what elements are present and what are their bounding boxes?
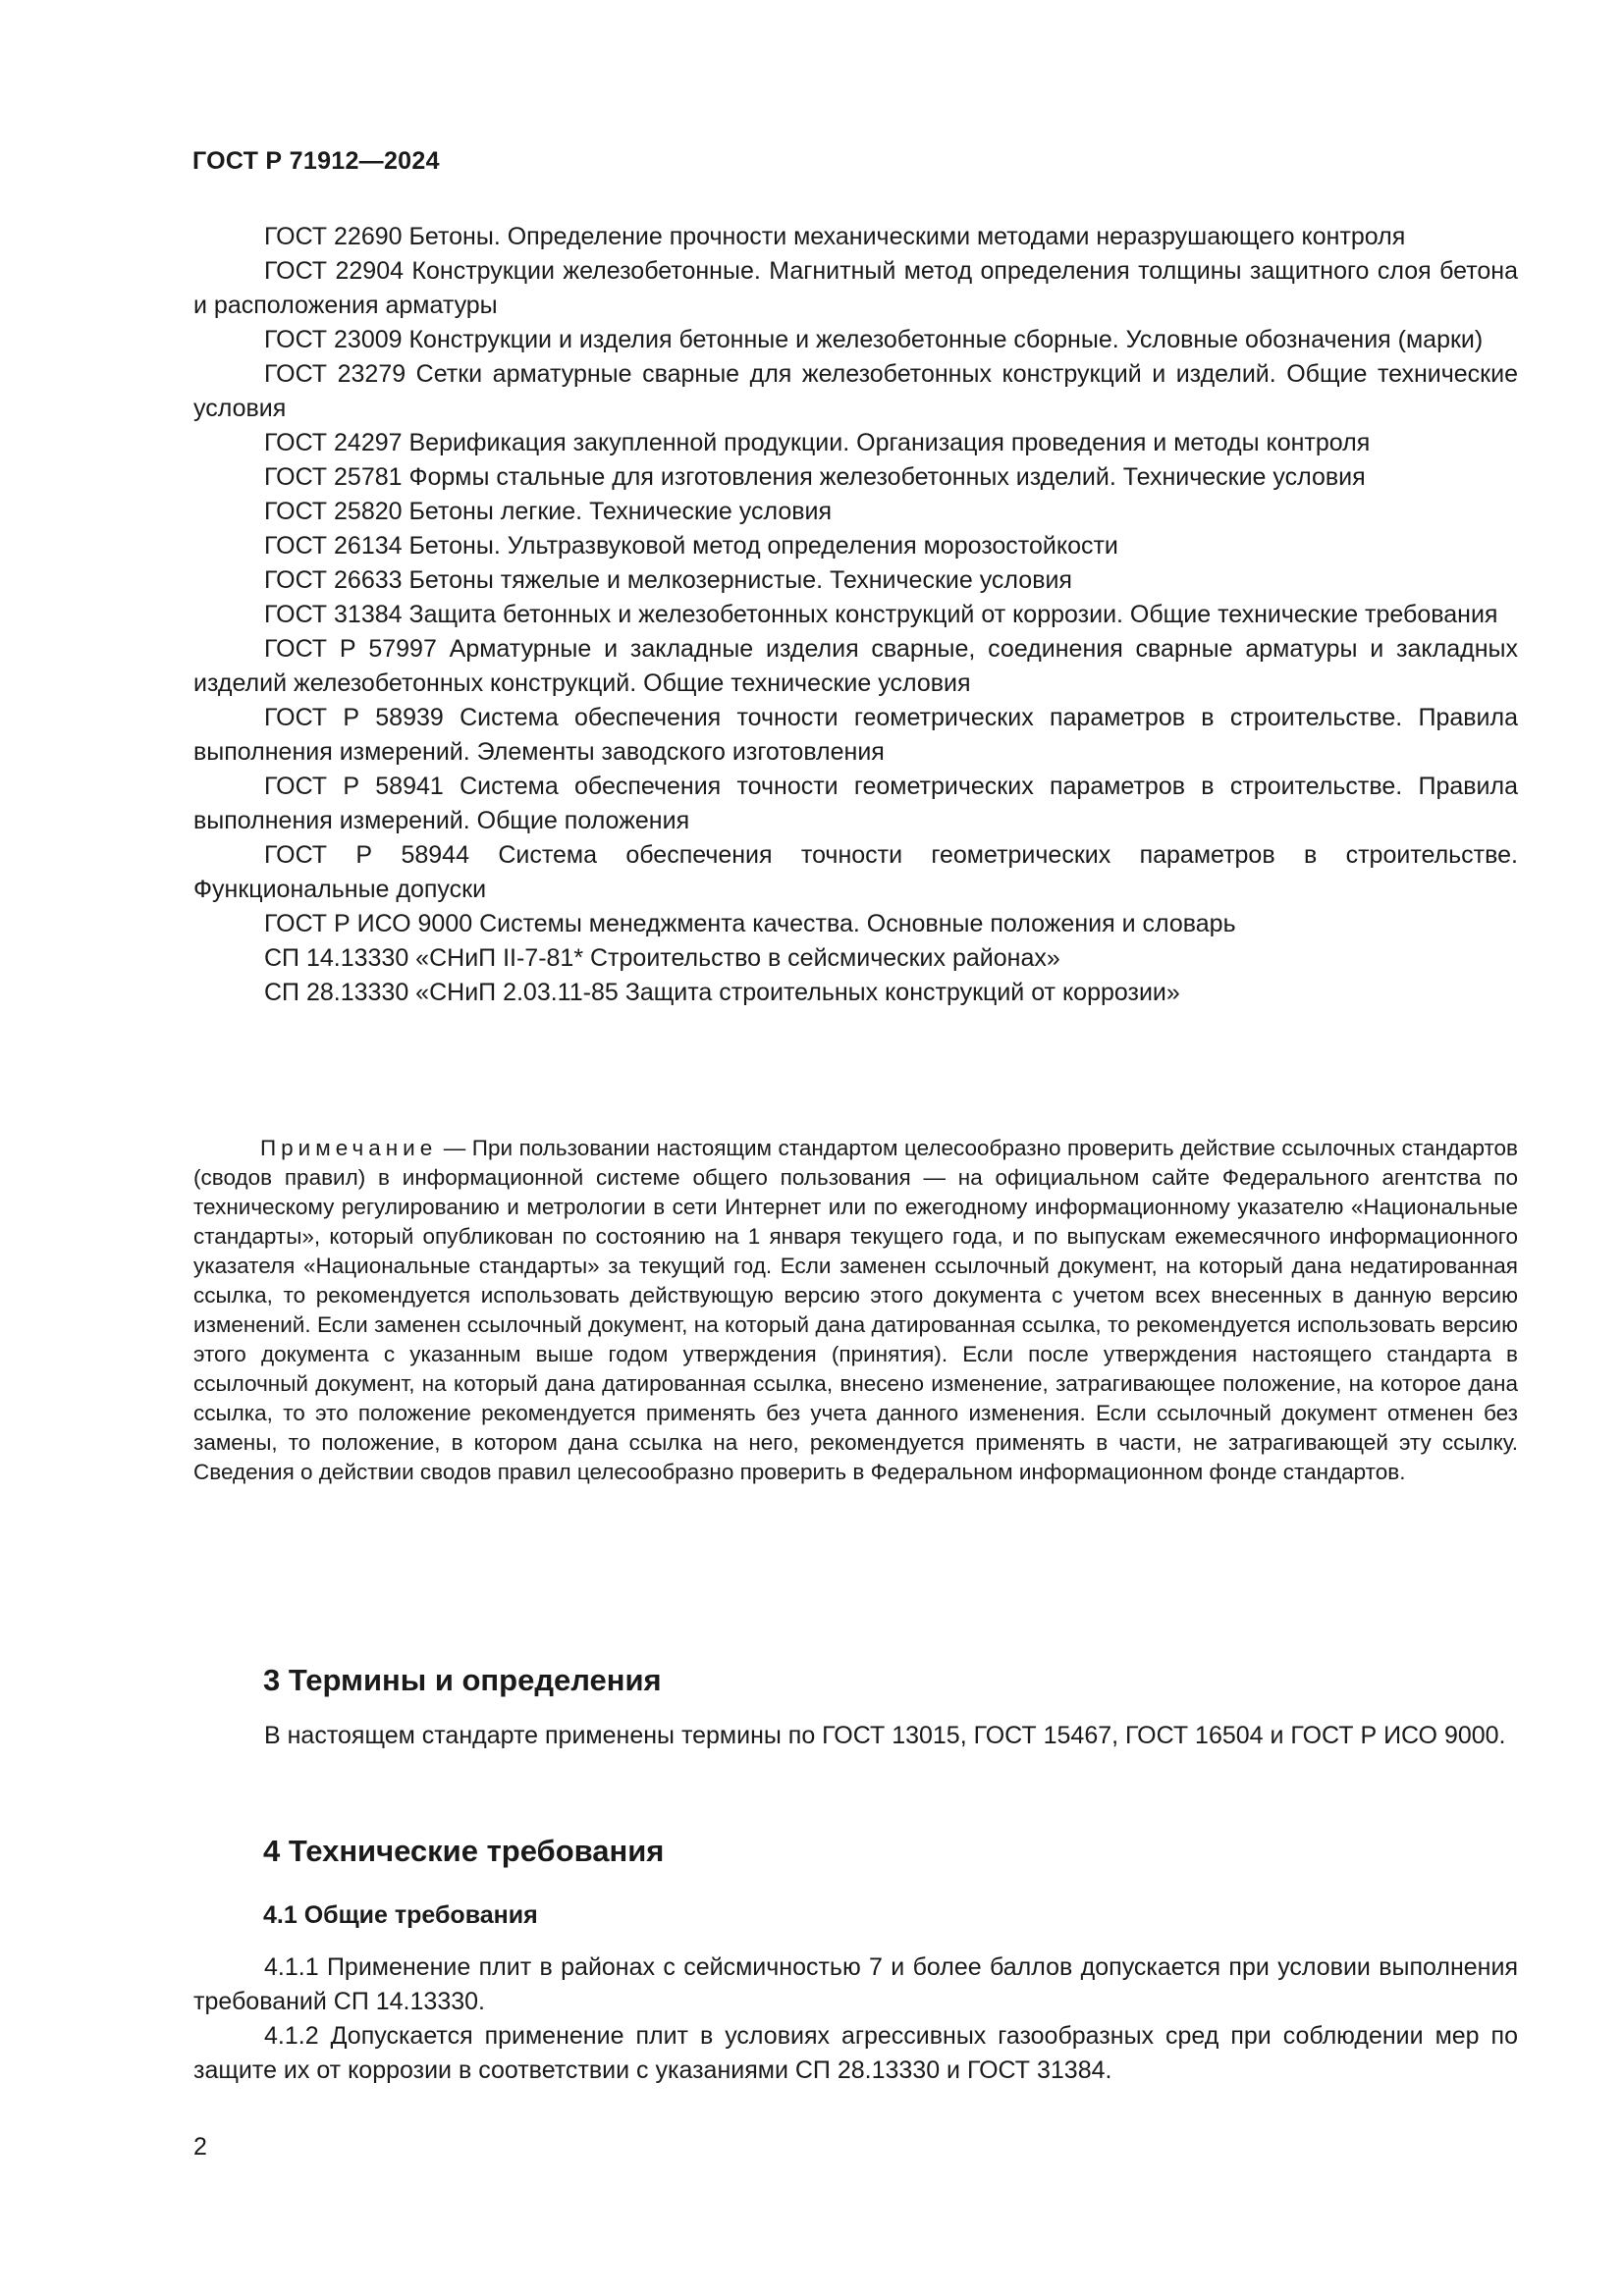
section-3-text: В настоящем стандарте применены термины по ГОСТ 13015, ГОСТ 15467, ГОСТ 16504 и ГОСТ Р ИСО 9000. bbox=[264, 1722, 1506, 1749]
reference-item: ГОСТ 23009 Конструкции и изделия бетонные и железобетонные сборные. Условные обозначения (марки) bbox=[264, 326, 1484, 353]
reference-item: ГОСТ Р 58941 Система обеспечения точности геометрических параметров в строительстве. Правила выполнения измерений. Общие положения bbox=[193, 773, 1518, 834]
page-number: 2 bbox=[193, 2133, 207, 2161]
note-label: Примечание bbox=[260, 1136, 438, 1160]
note-text: — При пользовании настоящим стандартом целесообразно проверить действие ссылочных стандартов (сводов правил) в информационной системе общего пользования — на официальном сайте Федерального агентства по техническому регулированию и метрологии в сети Интернет или по ежегодному информационному указателю «Национальные стандарты», который опубликован по состоянию на 1 января текущего года, и по выпускам ежемесячного информационного указателя «Национальные стандарты» за текущий год. Если заменен ссылочный документ, на который дана недатированная ссылка, то рекомендуется использовать действующую версию этого документа с учетом всех внесенных в данную версию изменений. Если заменен ссылочный документ, на который дана датированная ссылка, то рекомендуется использовать версию этого документа с указанным выше годом утверждения (принятия). Если после утверждения настоящего стандарта в ссылочный документ, на который дана датированная ссылка, внесено изменение, затрагивающее положение, на которое дана ссылка, то это положение рекомендуется применять без учета данного изменения. Если ссылочный документ отменен без замены, то положение, в котором дана ссылка на него, рекомендуется применять в части, не затрагивающей эту ссылку. Сведения о действии сводов правил целесообразно проверить в Федеральном информационном фонде стандартов. bbox=[193, 1136, 1518, 1484]
reference-item: ГОСТ 22690 Бетоны. Определение прочности механическими методами неразрушающего контроля bbox=[264, 223, 1406, 250]
reference-item: ГОСТ 25781 Формы стальные для изготовления железобетонных изделий. Технические условия bbox=[264, 463, 1366, 491]
reference-item: ГОСТ Р ИСО 9000 Системы менеджмента качества. Основные положения и словарь bbox=[264, 910, 1236, 937]
reference-item: ГОСТ 22904 Конструкции железобетонные. Магнитный метод определения толщины защитного слоя бетона и расположения арматуры bbox=[193, 257, 1518, 319]
reference-item: ГОСТ 31384 Защита бетонных и железобетонных конструкций от коррозии. Общие технические требования bbox=[264, 601, 1498, 628]
reference-item: ГОСТ Р 57997 Арматурные и закладные изделия сварные, соединения сварные арматуры и закладных изделий железобетонных конструкций. Общие технические условия bbox=[193, 635, 1518, 697]
reference-item: СП 14.13330 «СНиП II-7-81* Строительство в сейсмических районах» bbox=[264, 944, 1060, 972]
reference-item: ГОСТ 25820 Бетоны легкие. Технические условия bbox=[264, 498, 833, 525]
reference-item: СП 28.13330 «СНиП 2.03.11-85 Защита строительных конструкций от коррозии» bbox=[264, 979, 1180, 1006]
references-note bbox=[193, 1134, 1518, 1487]
reference-item: ГОСТ 24297 Верификация закупленной продукции. Организация проведения и методы контроля bbox=[264, 429, 1371, 456]
normative-references-list bbox=[193, 220, 1518, 1010]
reference-item: ГОСТ 26134 Бетоны. Ультразвуковой метод определения морозостойкости bbox=[264, 532, 1118, 560]
section-3-heading: 3 Термины и определения bbox=[263, 1663, 662, 1697]
reference-item: ГОСТ 23279 Сетки арматурные сварные для железобетонных конструкций и изделий. Общие технические условия bbox=[193, 360, 1518, 422]
reference-item: ГОСТ Р 58939 Система обеспечения точности геометрических параметров в строительстве. Правила выполнения измерений. Элементы заводского изготовления bbox=[193, 704, 1518, 766]
reference-item: ГОСТ 26633 Бетоны тяжелые и мелкозернистые. Технические условия bbox=[264, 566, 1072, 594]
subsection-4-1-heading: 4.1 Общие требования bbox=[263, 1901, 538, 1929]
paragraph-4-1-2: 4.1.2 Допускается применение плит в условиях агрессивных газообразных сред при соблюдении мер по защите их от коррозии в соответствии с указаниями СП 28.13330 и ГОСТ 31384. bbox=[193, 2022, 1518, 2084]
section-4-heading: 4 Технические требования bbox=[263, 1834, 665, 1868]
document-code-header: ГОСТ Р 71912—2024 bbox=[192, 147, 440, 175]
paragraph-4-1-1: 4.1.1 Применение плит в районах с сейсмичностью 7 и более баллов допускается при условии выполнения требований СП 14.13330. bbox=[193, 1953, 1518, 2015]
reference-item: ГОСТ Р 58944 Система обеспечения точности геометрических параметров в строительстве. Функциональные допуски bbox=[193, 841, 1518, 903]
